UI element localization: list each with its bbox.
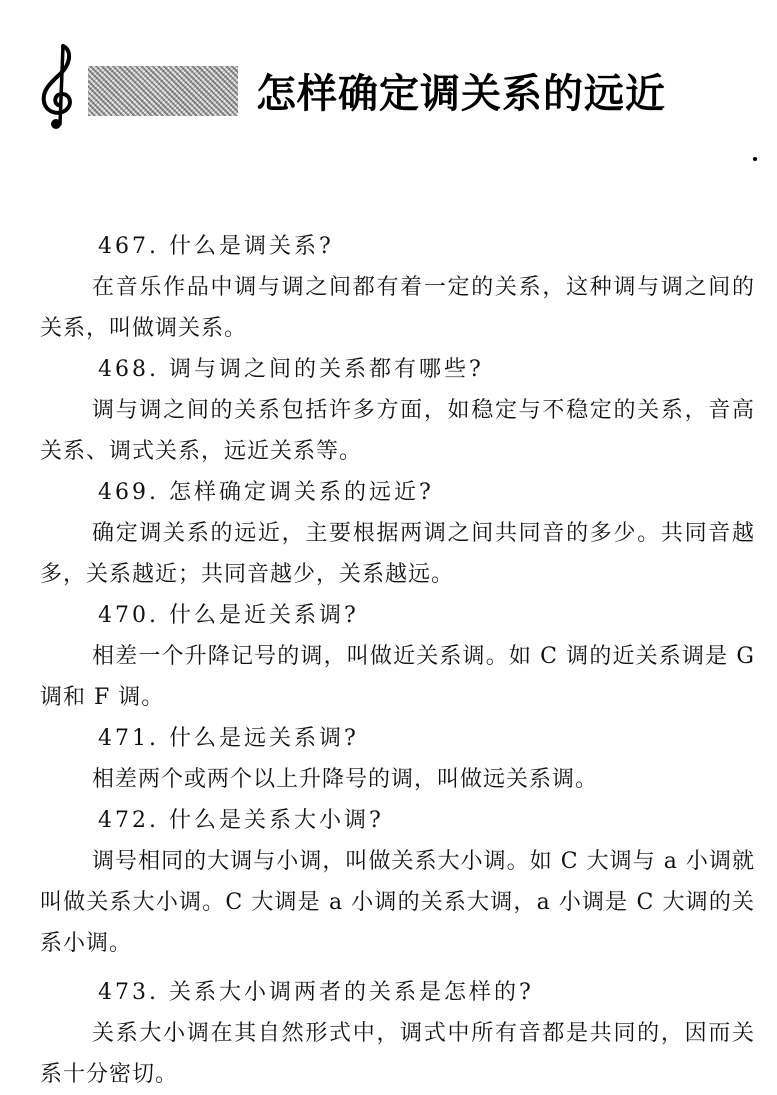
answer-text: 在音乐作品中调与调之间都有着一定的关系，这种调与调之间的关系，叫做调关系。 <box>40 275 755 341</box>
question-text: 471. 什么是远关系调? <box>98 726 359 751</box>
answer-text: 确定调关系的远近，主要根据两调之间共同音的多少。共同音越多，关系越近；共同音越少，关系越远。 <box>40 521 755 587</box>
question-text: 472. 什么是关系大小调? <box>98 808 384 833</box>
answer-text: 调号相同的大调与小调，叫做关系大小调。如 C 大调与 a 小调就叫做关系大小调。C 大调是 a 小调的关系大调，a 小调是 C 大调的关系小调。 <box>40 849 755 956</box>
qa-list <box>40 226 755 1095</box>
treble-clef-icon <box>36 40 86 135</box>
qa-item <box>40 595 755 718</box>
question-text: 473. 关系大小调两者的关系是怎样的? <box>98 980 534 1005</box>
chapter-header <box>36 40 736 135</box>
page-title: 怎样确定调关系的远近 <box>256 71 666 117</box>
qa-item <box>40 226 755 349</box>
question-text: 467. 什么是调关系? <box>98 234 334 259</box>
answer-text: 调与调之间的关系包括许多方面，如稳定与不稳定的关系，音高关系、调式关系，远近关系等。 <box>40 398 755 464</box>
qa-item <box>40 472 755 595</box>
qa-item <box>40 972 755 1095</box>
stray-dot <box>753 157 757 161</box>
answer-text: 相差一个升降记号的调，叫做近关系调。如 C 调的近关系调是 G 调和 F 调。 <box>40 644 755 710</box>
question-text: 469. 怎样确定调关系的远近? <box>98 480 434 505</box>
answer-text: 相差两个或两个以上升降号的调，叫做远关系调。 <box>92 767 599 792</box>
qa-item <box>40 800 755 964</box>
question-text: 468. 调与调之间的关系都有哪些? <box>98 357 484 382</box>
qa-item <box>40 349 755 472</box>
qa-item <box>40 718 755 800</box>
question-text: 470. 什么是近关系调? <box>98 603 359 628</box>
chapter-number-block <box>88 66 238 116</box>
answer-text: 关系大小调在其自然形式中，调式中所有音都是共同的，因而关系十分密切。 <box>40 1021 755 1087</box>
